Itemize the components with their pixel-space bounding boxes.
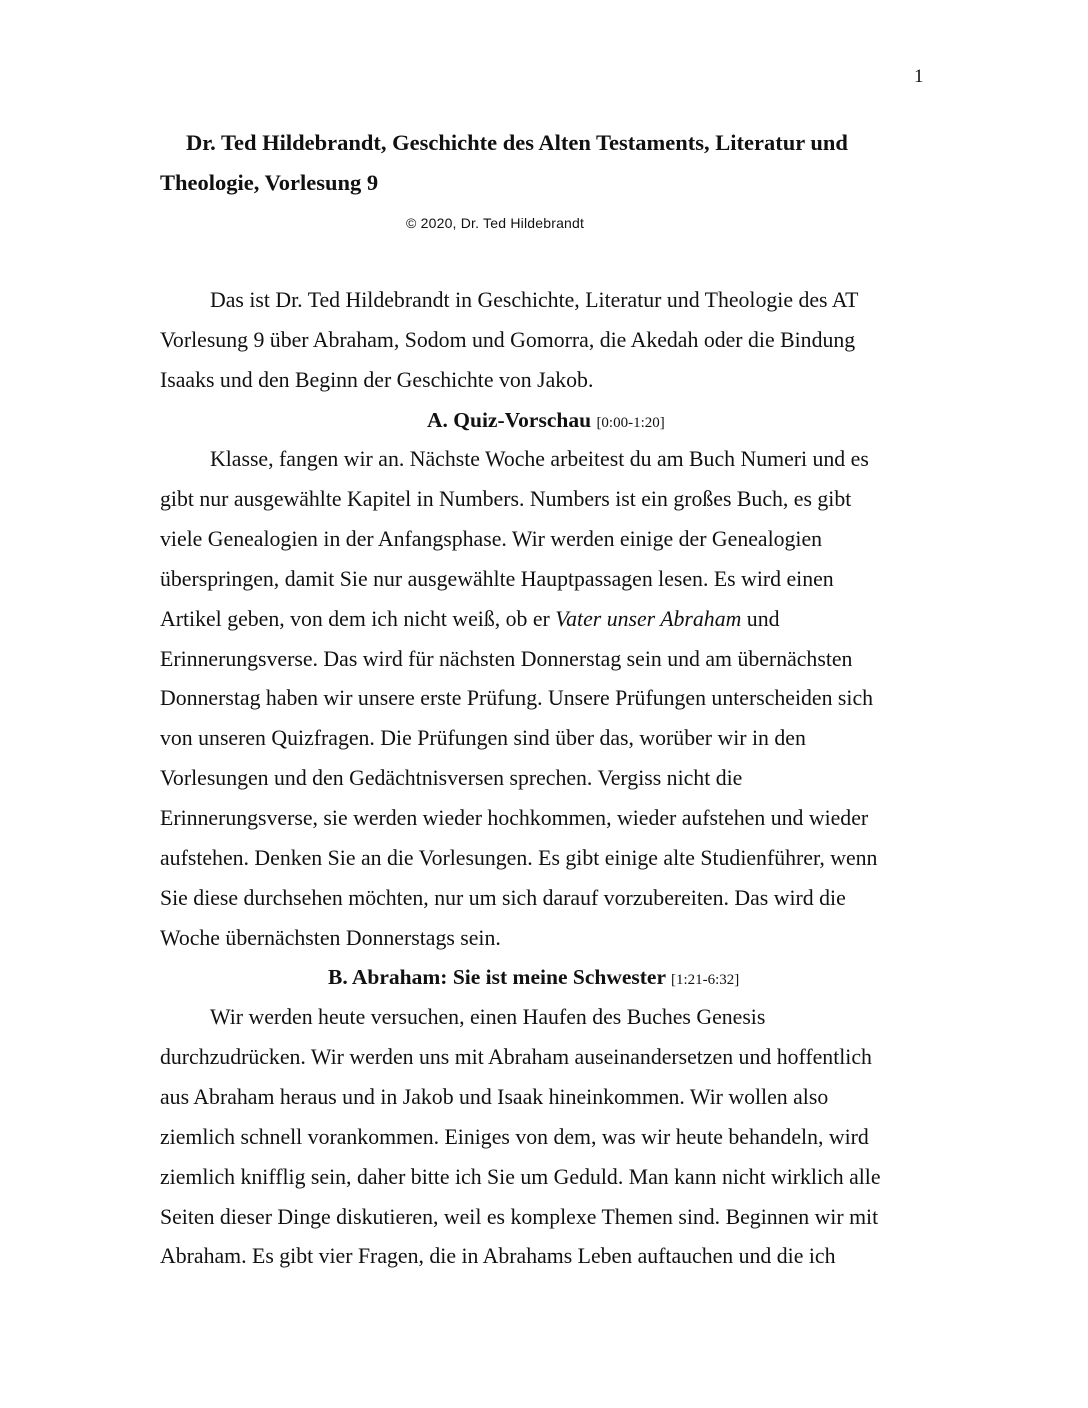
text-segment: Vorlesungen und den Gedächtnisversen sprechen. Vergiss nicht die [160,766,743,791]
section-b-paragraph-line [160,1124,869,1150]
section-b-timestamp: [1:21-6:32] [670,972,740,988]
title-line-2: Theologie, Vorlesung 9 [160,170,379,195]
text-segment: ziemlich knifflig sein, daher bitte ich Sie um Geduld. Man kann nicht wirklich alle [160,1164,881,1189]
section-b-title: B. Abraham: Sie ist meine Schwester [328,965,666,989]
text-segment: von unseren Quizfragen. Die Prüfungen sind über das, worüber wir in den [160,726,806,751]
text-segment: Erinnerungsverse, sie werden wieder hochkommen, wieder aufstehen und wieder [160,806,869,831]
section-a-paragraph-line [160,486,851,512]
page-number: 1 [914,66,924,87]
text-segment: Donnerstag haben wir unsere erste Prüfung. Unsere Prüfungen unterscheiden sich [160,686,874,711]
intro-paragraph-line [210,287,858,313]
text-segment: aus Abraham heraus und in Jakob und Isaak hineinkommen. Wir wollen also [160,1084,829,1109]
section-a-timestamp: [0:00-1:20] [596,415,665,431]
text-segment: Seiten dieser Dinge diskutieren, weil es komplexe Themen sind. Beginnen wir mit [160,1204,879,1229]
text-segment: überspringen, damit Sie nur ausgewählte Hauptpassagen lesen. Es wird einen [160,566,834,591]
section-b-paragraph-line [160,1204,878,1230]
section-a-paragraph-line [160,845,877,871]
section-b-paragraph-line [160,1243,836,1269]
section-a-paragraph-line [160,725,806,751]
text-segment: und [741,606,780,631]
section-a-paragraph-line [160,526,822,552]
italic-title: Vater unser Abraham [555,606,742,631]
section-a-paragraph-line [160,885,846,911]
text-segment: Artikel geben, von dem ich nicht weiß, ob er [160,606,556,631]
section-a-paragraph-line [160,606,780,632]
section-a-heading [427,407,665,436]
section-b-paragraph-line [160,1164,881,1190]
section-a-paragraph-line [160,646,852,672]
text-segment: Isaaks und den Beginn der Geschichte von Jakob. [160,367,594,392]
copyright: © 2020, Dr. Ted Hildebrandt [406,215,585,231]
intro-paragraph-line [160,367,593,393]
section-a-paragraph-line [160,685,873,711]
intro-paragraph-line [160,327,855,353]
text-segment: Abraham. Es gibt vier Fragen, die in Abrahams Leben auftauchen und die ich [160,1244,836,1269]
text-segment: Klasse, fangen wir an. Nächste Woche arbeitest du am Buch Numeri und es [210,447,869,471]
section-b-paragraph-line [210,1004,765,1030]
text-segment: viele Genealogien in der Anfangsphase. Wir werden einige der Genealogien [160,526,823,551]
section-a-title: A. Quiz-Vorschau [427,408,592,432]
text-segment: Sie diese durchsehen möchten, nur um sich darauf vorzubereiten. Das wird die [160,885,846,910]
section-a-paragraph-line [210,446,869,472]
text-segment: gibt nur ausgewählte Kapitel in Numbers. Numbers ist ein großes Buch, es gibt [160,486,852,511]
text-segment: durchzudrücken. Wir werden uns mit Abraham auseinandersetzen und hoffentlich [160,1044,872,1069]
text-segment: Wir werden heute versuchen, einen Haufen des Buches Genesis [210,1005,766,1029]
section-a-paragraph-line [160,566,834,592]
title-line-1: Dr. Ted Hildebrandt, Geschichte des Alten Testaments, Literatur und [186,130,848,155]
section-b-paragraph-line [160,1084,828,1110]
section-b-paragraph-line [160,1044,872,1070]
section-a-paragraph-line [160,925,501,951]
text-segment: Woche übernächsten Donnerstags sein. [160,925,501,950]
text-segment: Vorlesung 9 über Abraham, Sodom und Gomorra, die Akedah oder die Bindung [160,327,856,352]
section-b-heading [328,964,739,993]
text-segment: Das ist Dr. Ted Hildebrandt in Geschichte, Literatur und Theologie des AT [210,288,859,312]
text-segment: ziemlich schnell vorankommen. Einiges von dem, was wir heute behandeln, wird [160,1124,869,1149]
section-a-paragraph-line [160,805,868,831]
text-segment: aufstehen. Denken Sie an die Vorlesungen. Es gibt einige alte Studienführer, wenn [160,846,878,870]
text-segment: Erinnerungsverse. Das wird für nächsten Donnerstag sein und am übernächsten [160,646,853,671]
section-a-paragraph-line [160,765,742,791]
